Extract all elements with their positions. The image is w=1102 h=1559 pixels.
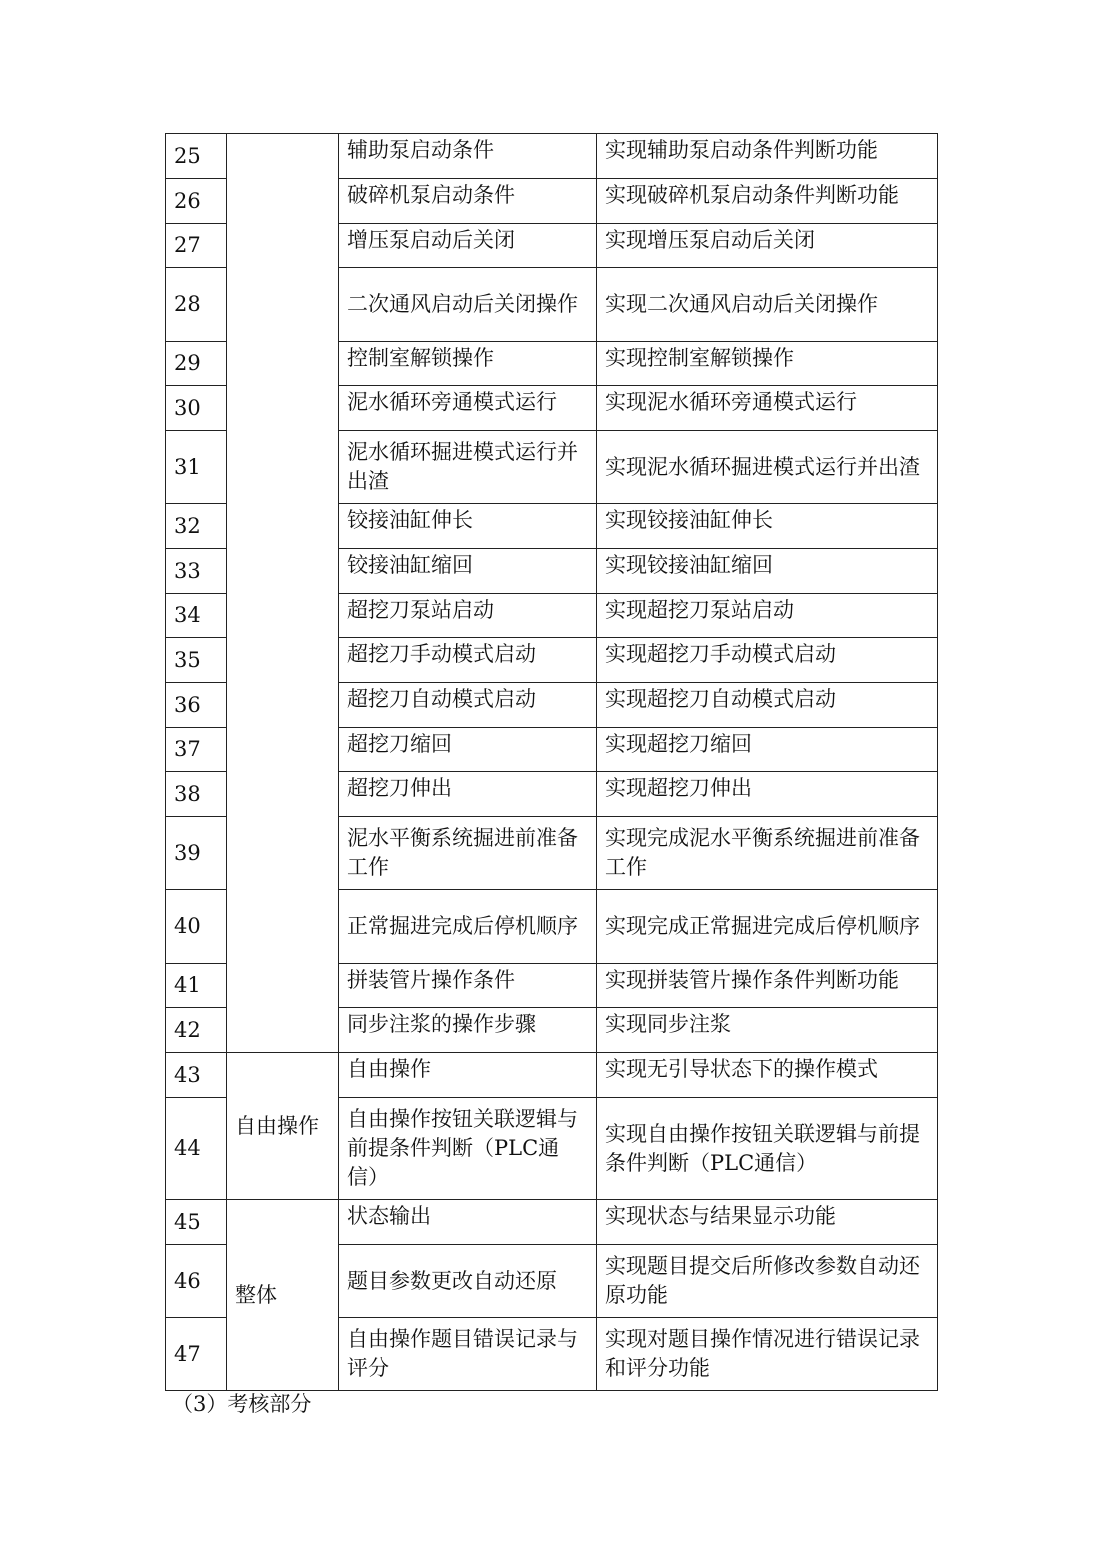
item-name: 正常掘进完成后停机顺序 <box>339 890 597 964</box>
item-name: 泥水循环旁通模式运行 <box>339 386 597 431</box>
category-overall: 整体 <box>227 1200 339 1391</box>
item-name: 控制室解锁操作 <box>339 342 597 386</box>
item-name: 二次通风启动后关闭操作 <box>339 268 597 342</box>
item-name: 超挖刀手动模式启动 <box>339 638 597 683</box>
item-description: 实现泥水循环掘进模式运行并出渣 <box>597 431 938 504</box>
category-free-operation: 自由操作 <box>227 1053 339 1200</box>
item-description: 实现自由操作按钮关联逻辑与前提条件判断（PLC通信） <box>597 1098 938 1200</box>
row-number: 40 <box>166 890 227 964</box>
row-number: 45 <box>166 1200 227 1245</box>
item-description: 实现泥水循环旁通模式运行 <box>597 386 938 431</box>
item-name: 题目参数更改自动还原 <box>339 1245 597 1318</box>
row-number: 38 <box>166 772 227 817</box>
item-name: 自由操作题目错误记录与评分 <box>339 1318 597 1391</box>
item-name: 增压泵启动后关闭 <box>339 224 597 268</box>
row-number: 47 <box>166 1318 227 1391</box>
item-description: 实现破碎机泵启动条件判断功能 <box>597 179 938 224</box>
table-row <box>166 1200 938 1245</box>
row-number: 33 <box>166 549 227 594</box>
row-number: 28 <box>166 268 227 342</box>
row-number: 27 <box>166 224 227 268</box>
row-number: 29 <box>166 342 227 386</box>
table-row <box>166 134 938 179</box>
row-number: 37 <box>166 728 227 772</box>
section-heading: （3）考核部分 <box>172 1392 312 1416</box>
item-name: 自由操作 <box>339 1053 597 1098</box>
item-name: 铰接油缸伸长 <box>339 504 597 549</box>
item-name: 破碎机泵启动条件 <box>339 179 597 224</box>
item-name: 超挖刀缩回 <box>339 728 597 772</box>
item-description: 实现完成正常掘进完成后停机顺序 <box>597 890 938 964</box>
item-description: 实现题目提交后所修改参数自动还原功能 <box>597 1245 938 1318</box>
row-number: 43 <box>166 1053 227 1098</box>
item-description: 实现控制室解锁操作 <box>597 342 938 386</box>
item-name: 超挖刀自动模式启动 <box>339 683 597 728</box>
item-description: 实现增压泵启动后关闭 <box>597 224 938 268</box>
item-description: 实现拼装管片操作条件判断功能 <box>597 964 938 1008</box>
row-number: 44 <box>166 1098 227 1200</box>
spec-table <box>165 133 938 1391</box>
item-name: 辅助泵启动条件 <box>339 134 597 179</box>
item-name: 超挖刀泵站启动 <box>339 594 597 638</box>
item-name: 泥水平衡系统掘进前准备工作 <box>339 817 597 890</box>
row-number: 30 <box>166 386 227 431</box>
item-description: 实现同步注浆 <box>597 1008 938 1053</box>
row-number: 39 <box>166 817 227 890</box>
item-description: 实现铰接油缸伸长 <box>597 504 938 549</box>
row-number: 34 <box>166 594 227 638</box>
item-name: 超挖刀伸出 <box>339 772 597 817</box>
item-name: 自由操作按钮关联逻辑与前提条件判断（PLC通信） <box>339 1098 597 1200</box>
table-row <box>166 1053 938 1098</box>
row-number: 35 <box>166 638 227 683</box>
item-name: 状态输出 <box>339 1200 597 1245</box>
item-name: 泥水循环掘进模式运行并出渣 <box>339 431 597 504</box>
category-cell-empty <box>227 134 339 1053</box>
row-number: 36 <box>166 683 227 728</box>
row-number: 31 <box>166 431 227 504</box>
item-description: 实现超挖刀缩回 <box>597 728 938 772</box>
row-number: 25 <box>166 134 227 179</box>
item-description: 实现超挖刀手动模式启动 <box>597 638 938 683</box>
item-description: 实现完成泥水平衡系统掘进前准备工作 <box>597 817 938 890</box>
row-number: 26 <box>166 179 227 224</box>
row-number: 42 <box>166 1008 227 1053</box>
row-number: 46 <box>166 1245 227 1318</box>
item-description: 实现无引导状态下的操作模式 <box>597 1053 938 1098</box>
row-number: 32 <box>166 504 227 549</box>
item-name: 铰接油缸缩回 <box>339 549 597 594</box>
item-description: 实现超挖刀伸出 <box>597 772 938 817</box>
item-description: 实现辅助泵启动条件判断功能 <box>597 134 938 179</box>
item-name: 同步注浆的操作步骤 <box>339 1008 597 1053</box>
item-description: 实现对题目操作情况进行错误记录和评分功能 <box>597 1318 938 1391</box>
item-name: 拼装管片操作条件 <box>339 964 597 1008</box>
item-description: 实现超挖刀自动模式启动 <box>597 683 938 728</box>
row-number: 41 <box>166 964 227 1008</box>
item-description: 实现超挖刀泵站启动 <box>597 594 938 638</box>
item-description: 实现铰接油缸缩回 <box>597 549 938 594</box>
item-description: 实现二次通风启动后关闭操作 <box>597 268 938 342</box>
item-description: 实现状态与结果显示功能 <box>597 1200 938 1245</box>
